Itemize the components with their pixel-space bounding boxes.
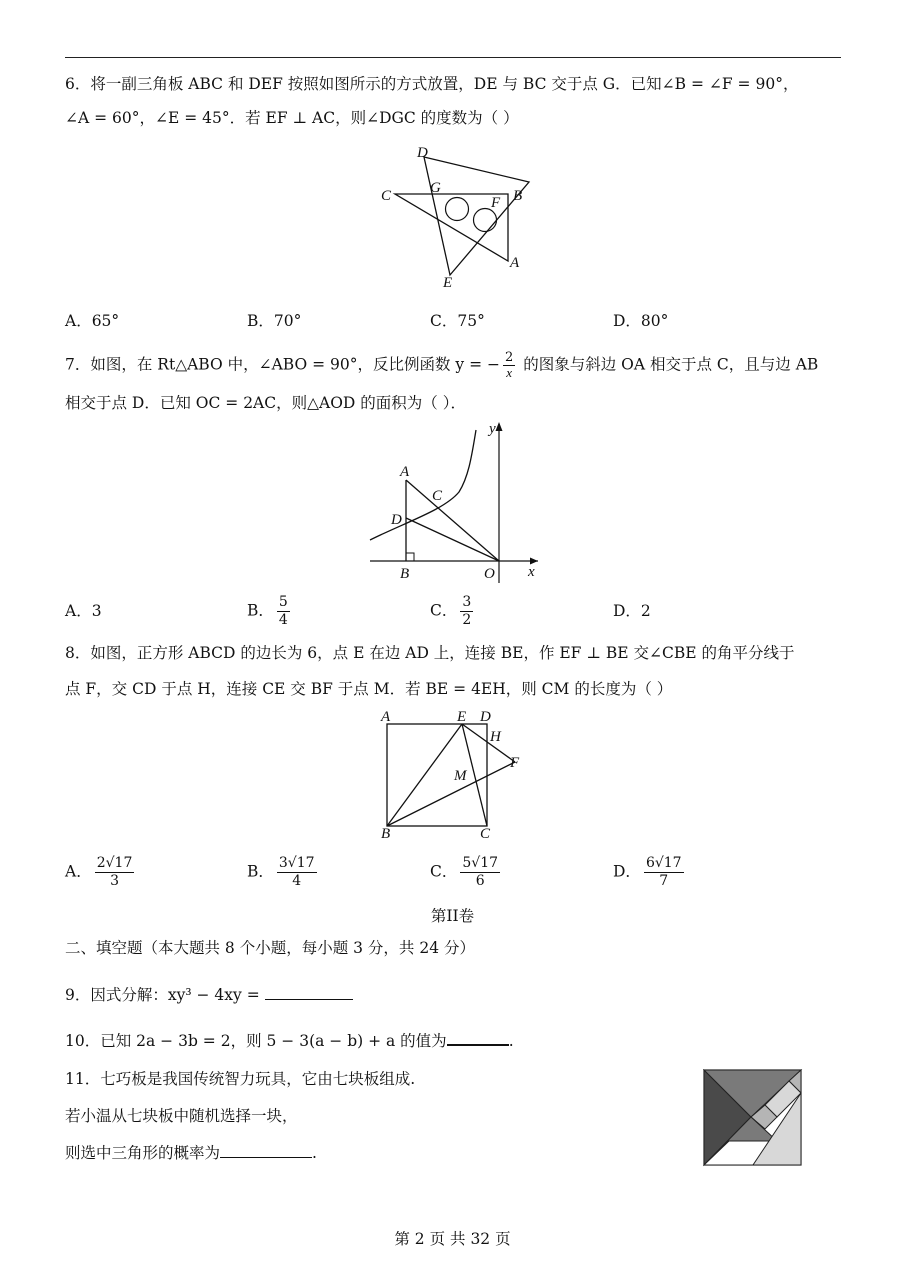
q8-option-c-num: 5√17 (462, 855, 499, 871)
q6-line1: 6．将一副三角板 ABC 和 DEF 按照如图所示的方式放置，DE 与 BC 交于点 G．已知∠B = ∠F = 90°， (65, 75, 799, 93)
q7-option-c-den: 2 (462, 612, 472, 628)
segment-be (387, 724, 462, 826)
q7-option-c[interactable] (430, 594, 476, 629)
label-e: E (443, 275, 453, 291)
square-abcd (387, 724, 487, 826)
q7-option-b-label: B． (247, 601, 274, 620)
label-y: y (489, 421, 496, 437)
q10-period: . (508, 1032, 514, 1050)
q10-text: 10．已知 2a − 3b = 2，则 5 − 3(a − b) + a 的值为 (65, 1032, 447, 1050)
q7-line1-part1: 7．如图，在 Rt△ABO 中，∠ABO = 90°，反比例函数 y = − (65, 355, 501, 374)
label-f: F (510, 755, 520, 771)
q8-option-d-frac (644, 855, 684, 890)
q8-option-a-label: A． (65, 862, 92, 881)
q8-option-a-num: 2√17 (96, 855, 133, 871)
q6-option-b[interactable]: B．70° (247, 312, 302, 330)
q11-text: 则选中三角形的概率为 (65, 1144, 221, 1162)
q7-option-c-num: 3 (462, 594, 472, 610)
q7-line2: 相交于点 D．已知 OC = 2AC，则△AOD 的面积为（ ）． (65, 394, 466, 412)
q7-option-b-den: 4 (278, 612, 288, 628)
q7-option-b-frac (277, 594, 290, 629)
q6-option-d[interactable]: D．80° (613, 312, 669, 330)
tangram-figure (703, 1069, 803, 1167)
q7-fraction (503, 351, 515, 380)
hole-right (474, 209, 497, 232)
label-b: B (513, 188, 523, 204)
q7-option-c-frac (460, 594, 473, 629)
segment-do (406, 518, 499, 561)
label-m: M (454, 768, 467, 784)
label-d: D (417, 145, 428, 161)
q9-text: 9．因式分解：xy³ − 4xy = (65, 986, 265, 1004)
header-rule (65, 57, 841, 58)
q8-option-d-den: 7 (659, 873, 669, 889)
q7-option-a[interactable]: A．3 (65, 602, 102, 620)
q8-option-c[interactable] (430, 855, 503, 890)
q6-figure (375, 140, 535, 292)
q7-option-c-label: C． (430, 601, 458, 620)
q8-figure (373, 706, 533, 842)
q6-option-c[interactable]: C．75° (430, 312, 485, 330)
q8-option-d-num: 6√17 (645, 855, 682, 871)
q8-option-a[interactable] (65, 855, 137, 890)
q7-line1 (65, 351, 818, 380)
label-b: B (381, 826, 391, 842)
q8-option-a-den: 3 (110, 873, 119, 889)
q9-answer-blank[interactable] (265, 983, 353, 1000)
label-a: A (400, 464, 410, 480)
q8-option-d[interactable] (613, 855, 687, 890)
label-o: O (484, 566, 495, 582)
q8-option-b-label: B． (247, 862, 274, 881)
label-e: E (457, 709, 467, 725)
q6-line2: ∠A = 60°，∠E = 45°．若 EF ⊥ AC，则∠DGC 的度数为（ ） (65, 109, 519, 127)
q11-line2: 若小温从七块板中随机选择一块， (65, 1107, 298, 1125)
label-c: C (432, 488, 443, 504)
label-d: D (480, 709, 491, 725)
y-axis-arrow (496, 422, 503, 431)
label-c: C (381, 188, 392, 204)
q8-option-c-frac (460, 855, 500, 890)
side-ao (406, 480, 499, 561)
section2-heading: 二、填空题（本大题共 8 个小题，每小题 3 分，共 24 分） (65, 939, 476, 957)
q8-option-b-frac (277, 855, 317, 890)
q7-line1-part2: 的图象与斜边 OA 相交于点 C，且与边 AB (518, 355, 819, 374)
label-a: A (381, 709, 391, 725)
segment-bf (387, 762, 515, 826)
q9-line (65, 983, 353, 1005)
q8-option-c-label: C． (430, 862, 458, 881)
q10-line (65, 1028, 514, 1051)
q7-option-b[interactable] (247, 594, 293, 629)
hyperbola-curve (370, 430, 476, 540)
q11-answer-blank[interactable] (220, 1141, 312, 1158)
section-title: 第II卷 (430, 907, 475, 925)
label-x: x (528, 564, 535, 580)
q8-option-a-frac (95, 855, 135, 890)
q11-line1: 11．七巧板是我国传统智力玩具，它由七块板组成. (65, 1070, 416, 1088)
q7-frac-num: 2 (505, 350, 514, 365)
q7-frac-den: x (506, 365, 513, 380)
q8-line2: 点 F，交 CD 于点 H，连接 CE 交 BF 于点 M．若 BE = 4EH，则 CM 的长度为（ ） (65, 680, 673, 698)
label-c: C (480, 826, 491, 842)
q7-option-d[interactable]: D．2 (613, 602, 651, 620)
q8-option-c-den: 6 (475, 873, 485, 889)
q10-answer-blank[interactable] (447, 1028, 509, 1046)
label-b: B (400, 566, 410, 582)
label-d: D (391, 512, 402, 528)
hole-left (446, 198, 469, 221)
q7-option-b-num: 5 (278, 594, 288, 610)
right-angle-mark (406, 553, 414, 561)
q11-line3 (65, 1141, 317, 1163)
q7-figure (366, 418, 546, 586)
q6-option-a[interactable]: A．65° (65, 312, 120, 330)
q8-option-b-den: 4 (292, 873, 302, 889)
label-a: A (510, 255, 520, 271)
q8-option-d-label: D． (613, 862, 641, 881)
label-f: F (491, 195, 501, 211)
label-h: H (490, 729, 501, 745)
q8-line1: 8．如图，正方形 ABCD 的边长为 6，点 E 在边 AD 上，连接 BE，作 EF ⊥ BE 交∠CBE 的角平分线于 (65, 644, 795, 662)
q8-option-b[interactable] (247, 855, 320, 890)
page-footer: 第 2 页 共 32 页 (394, 1230, 511, 1248)
q8-option-b-num: 3√17 (278, 855, 315, 871)
q11-period: . (312, 1144, 317, 1162)
label-g: G (430, 180, 441, 196)
